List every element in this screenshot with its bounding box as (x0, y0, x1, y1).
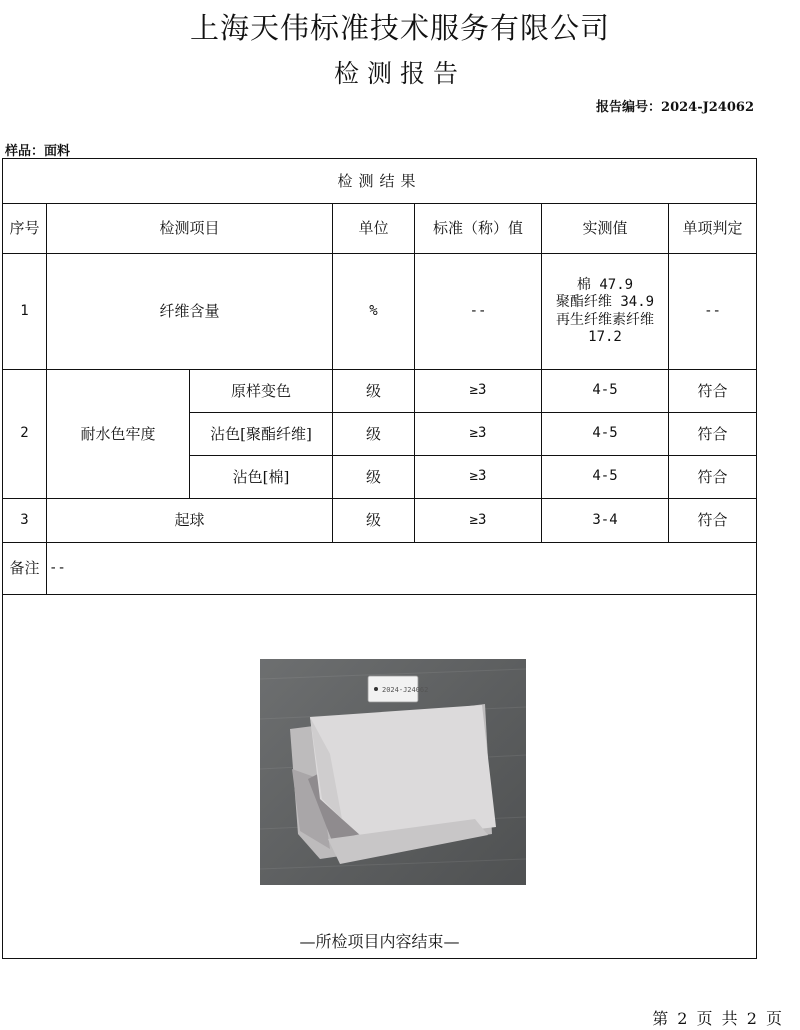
fabric-illustration (260, 659, 526, 885)
row-measured (542, 254, 669, 370)
row-unit: 级 (333, 370, 415, 413)
company-name: 上海天伟标准技术服务有限公司 (189, 11, 610, 45)
sub-item: 原样变色 (190, 370, 333, 413)
row-measured: 4-5 (542, 456, 669, 499)
header-standard: 标准（称）值 (415, 204, 542, 254)
photo-tag-text: 2024-J24062 (382, 686, 429, 694)
measured-line: 再生纤维素纤维 (556, 311, 654, 328)
header-unit: 单位 (333, 204, 415, 254)
row-standard: ≥3 (415, 370, 542, 413)
measured-line: 棉 47.9 (576, 276, 634, 293)
sub-item: 沾色[棉] (190, 456, 333, 499)
row-unit: % (333, 254, 415, 370)
row-measured: 3-4 (542, 499, 669, 543)
row-measured: 4-5 (542, 370, 669, 413)
row-unit: 级 (333, 413, 415, 456)
row-item: 耐水色牢度 (47, 370, 190, 499)
row-verdict: 符合 (669, 499, 757, 543)
page-number: 第 2 页 共 2 页 (652, 1009, 784, 1028)
table-row (3, 499, 757, 543)
row-item: 起球 (47, 499, 333, 543)
row-no: 2 (3, 370, 47, 499)
section-title: 检测结果 (3, 159, 757, 204)
note-label: 备注 (3, 543, 47, 595)
header-verdict: 单项判定 (669, 204, 757, 254)
measured-line: 17.2 (588, 329, 622, 345)
table-row (3, 370, 757, 413)
sample-photo (260, 659, 526, 885)
row-unit: 级 (333, 456, 415, 499)
row-measured: 4-5 (542, 413, 669, 456)
sample-label: 样品：面料 (5, 144, 71, 159)
note-value: -- (47, 543, 757, 595)
photo-cell (3, 595, 757, 959)
note-row (3, 543, 757, 595)
sub-item: 沾色[聚酯纤维] (190, 413, 333, 456)
row-verdict: -- (669, 254, 757, 370)
row-item: 纤维含量 (47, 254, 333, 370)
row-verdict: 符合 (669, 370, 757, 413)
results-table (2, 158, 757, 959)
row-no: 3 (3, 499, 47, 543)
row-standard: -- (415, 254, 542, 370)
row-standard: ≥3 (415, 499, 542, 543)
report-title: 检测报告 (333, 59, 466, 88)
row-verdict: 符合 (669, 413, 757, 456)
row-standard: ≥3 (415, 456, 542, 499)
row-no: 1 (3, 254, 47, 370)
header-measured: 实测值 (542, 204, 669, 254)
measured-line: 聚酯纤维 34.9 (555, 294, 655, 310)
row-unit: 级 (333, 499, 415, 543)
end-of-items: —所检项目内容结束— (299, 932, 460, 951)
header-no: 序号 (3, 204, 47, 254)
table-row (3, 254, 757, 370)
report-number: 报告编号：2024-J24062 (596, 100, 754, 115)
header-item: 检测项目 (47, 204, 333, 254)
row-verdict: 符合 (669, 456, 757, 499)
row-standard: ≥3 (415, 413, 542, 456)
